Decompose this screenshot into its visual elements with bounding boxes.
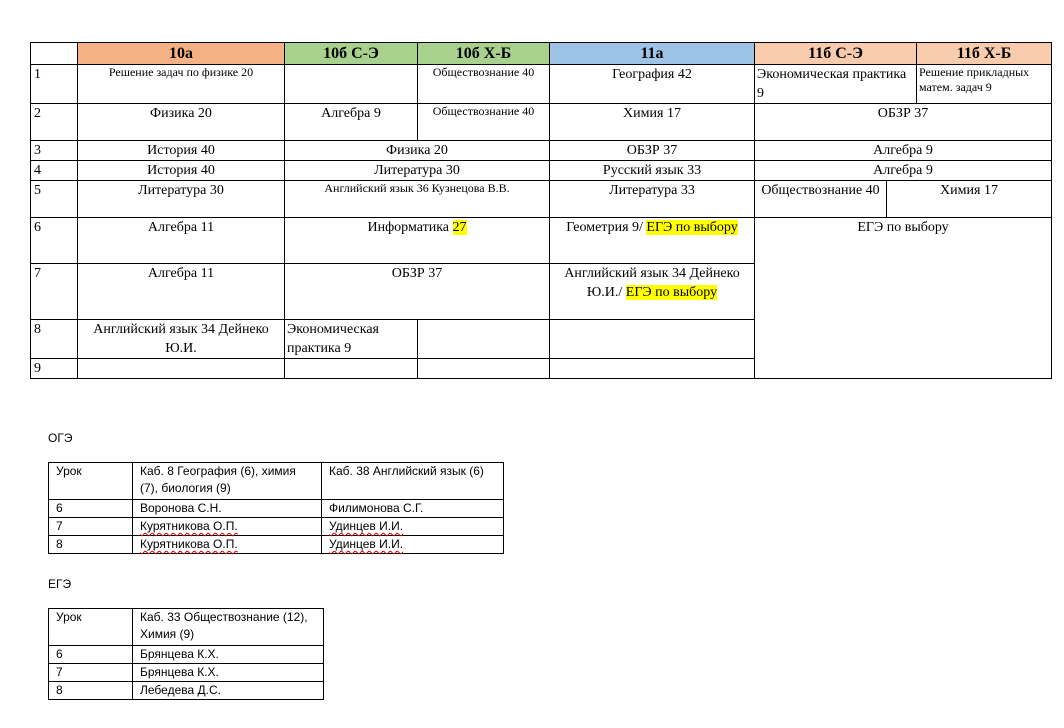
cell-11a bbox=[550, 320, 755, 359]
cell-10a: История 40 bbox=[78, 141, 285, 161]
cell-10b-hb bbox=[418, 359, 550, 379]
oge-head-lesson: Урок bbox=[49, 463, 133, 500]
lesson-number: 3 bbox=[31, 141, 78, 161]
cell-11b-hb: Решение прикладных матем. задач 9 bbox=[917, 65, 1052, 104]
lesson-number: 1 bbox=[31, 65, 78, 104]
class-header-11a: 11а bbox=[550, 43, 755, 65]
lesson-number: 5 bbox=[31, 181, 78, 218]
lesson-number: 8 bbox=[49, 682, 133, 700]
cell-10b-se bbox=[285, 359, 418, 379]
lesson-row-3 bbox=[31, 141, 1052, 161]
lesson-number: 9 bbox=[31, 359, 78, 379]
cell-11b: Алгебра 9 bbox=[755, 161, 1052, 181]
cell-10b: Литература 30 bbox=[285, 161, 550, 181]
cell-10a: Алгебра 11 bbox=[78, 264, 285, 320]
teacher-name: Брянцева К.Х. bbox=[133, 646, 324, 664]
lesson-number: 8 bbox=[31, 320, 78, 359]
cell-text: Информатика bbox=[367, 220, 453, 235]
cell-10b-se bbox=[285, 65, 418, 104]
oge-header-row bbox=[49, 463, 504, 500]
cell-10b: Английский язык 36 Кузнецова В.В. bbox=[285, 181, 550, 218]
cell-10a: Английский язык 34 Дейнеко Ю.И. bbox=[78, 320, 285, 359]
teacher-name: Брянцева К.Х. bbox=[133, 664, 324, 682]
cell-11b-se: Обществознание 40 bbox=[755, 181, 887, 218]
cell-10b: ОБЗР 37 bbox=[285, 264, 550, 320]
class-header-10b-se: 10б С-Э bbox=[285, 43, 418, 65]
teacher-name: Удинцев И.И. bbox=[322, 518, 504, 536]
table-row bbox=[49, 646, 324, 664]
cell-10b-hb: Обществознание 40 bbox=[418, 104, 550, 141]
schedule-table bbox=[30, 42, 1052, 379]
cell-10a bbox=[78, 359, 285, 379]
table-row bbox=[49, 682, 324, 700]
lesson-number: 2 bbox=[31, 104, 78, 141]
ege-header-row bbox=[49, 609, 324, 646]
lesson-number: 6 bbox=[49, 646, 133, 664]
cell-10b-se: Алгебра 9 bbox=[285, 104, 418, 141]
cell-11a: Русский язык 33 bbox=[550, 161, 755, 181]
lesson-row-4 bbox=[31, 161, 1052, 181]
teacher-name: Удинцев И.И. bbox=[322, 536, 504, 554]
ege-title: ЕГЭ bbox=[48, 577, 72, 591]
cell-10a: Физика 20 bbox=[78, 104, 285, 141]
class-header-10a: 10а bbox=[78, 43, 285, 65]
oge-table bbox=[48, 462, 504, 554]
cell-11b-hb: Химия 17 bbox=[887, 181, 1052, 218]
teacher-name: Курятникова О.П. bbox=[133, 536, 322, 554]
oge-title: ОГЭ bbox=[48, 431, 73, 445]
cell-11a bbox=[550, 264, 755, 320]
cell-10b-hb: Обществознание 40 bbox=[418, 65, 550, 104]
corner-cell bbox=[31, 43, 78, 65]
cell-11a: Литература 33 bbox=[550, 181, 755, 218]
lesson-row-1 bbox=[31, 65, 1052, 104]
highlighted-text: 27 bbox=[452, 220, 467, 235]
lesson-row-5 bbox=[31, 181, 1052, 218]
cell-11a bbox=[550, 359, 755, 379]
cell-11a: География 42 bbox=[550, 65, 755, 104]
lesson-row-2 bbox=[31, 104, 1052, 141]
cell-10a: Решение задач по физике 20 bbox=[78, 65, 285, 104]
teacher-name: Филимонова С.Г. bbox=[322, 500, 504, 518]
highlighted-text: ЕГЭ по выбору bbox=[646, 220, 738, 235]
oge-head-room-38: Каб. 38 Английский язык (6) bbox=[322, 463, 504, 500]
cell-text: Геометрия 9/ bbox=[566, 220, 647, 235]
teacher-name: Лебедева Д.С. bbox=[133, 682, 324, 700]
lesson-number: 7 bbox=[49, 664, 133, 682]
cell-11a: ОБЗР 37 bbox=[550, 141, 755, 161]
cell-10a: Алгебра 11 bbox=[78, 218, 285, 264]
cell-11b: ОБЗР 37 bbox=[755, 104, 1052, 141]
cell-10b bbox=[285, 218, 550, 264]
cell-11b-se: Экономическая практика 9 bbox=[755, 65, 917, 104]
table-row bbox=[49, 536, 504, 554]
cell-10a: История 40 bbox=[78, 161, 285, 181]
cell-11a bbox=[550, 218, 755, 264]
ege-table bbox=[48, 608, 324, 700]
cell-10b: Физика 20 bbox=[285, 141, 550, 161]
lesson-row-6 bbox=[31, 218, 1052, 264]
lesson-number: 6 bbox=[49, 500, 133, 518]
cell-text: Английский язык 34 Дейнеко Ю.И./ bbox=[564, 266, 740, 300]
class-header-11b-se: 11б С-Э bbox=[755, 43, 917, 65]
cell-11b: Алгебра 9 bbox=[755, 141, 1052, 161]
class-header-11b-hb: 11б Х-Б bbox=[917, 43, 1052, 65]
table-row bbox=[49, 518, 504, 536]
cell-10a: Литература 30 bbox=[78, 181, 285, 218]
cell-10b-hb bbox=[418, 320, 550, 359]
oge-head-room-8: Каб. 8 География (6), химия (7), биология (9) bbox=[133, 463, 322, 500]
ege-head-room-33: Каб. 33 Обществознание (12), Химия (9) bbox=[133, 609, 324, 646]
lesson-number: 6 bbox=[31, 218, 78, 264]
lesson-number: 8 bbox=[49, 536, 133, 554]
lesson-number: 7 bbox=[49, 518, 133, 536]
teacher-name: Курятникова О.П. bbox=[133, 518, 322, 536]
header-row bbox=[31, 43, 1052, 65]
class-header-10b-hb: 10б Х-Б bbox=[418, 43, 550, 65]
teacher-name: Воронова С.Н. bbox=[133, 500, 322, 518]
cell-10b-se: Экономическая практика 9 bbox=[285, 320, 418, 359]
cell-11b: ЕГЭ по выбору bbox=[755, 218, 1052, 379]
lesson-number: 7 bbox=[31, 264, 78, 320]
cell-11a: Химия 17 bbox=[550, 104, 755, 141]
ege-head-lesson: Урок bbox=[49, 609, 133, 646]
table-row bbox=[49, 664, 324, 682]
highlighted-text: ЕГЭ по выбору bbox=[625, 285, 718, 300]
table-row bbox=[49, 500, 504, 518]
lesson-number: 4 bbox=[31, 161, 78, 181]
